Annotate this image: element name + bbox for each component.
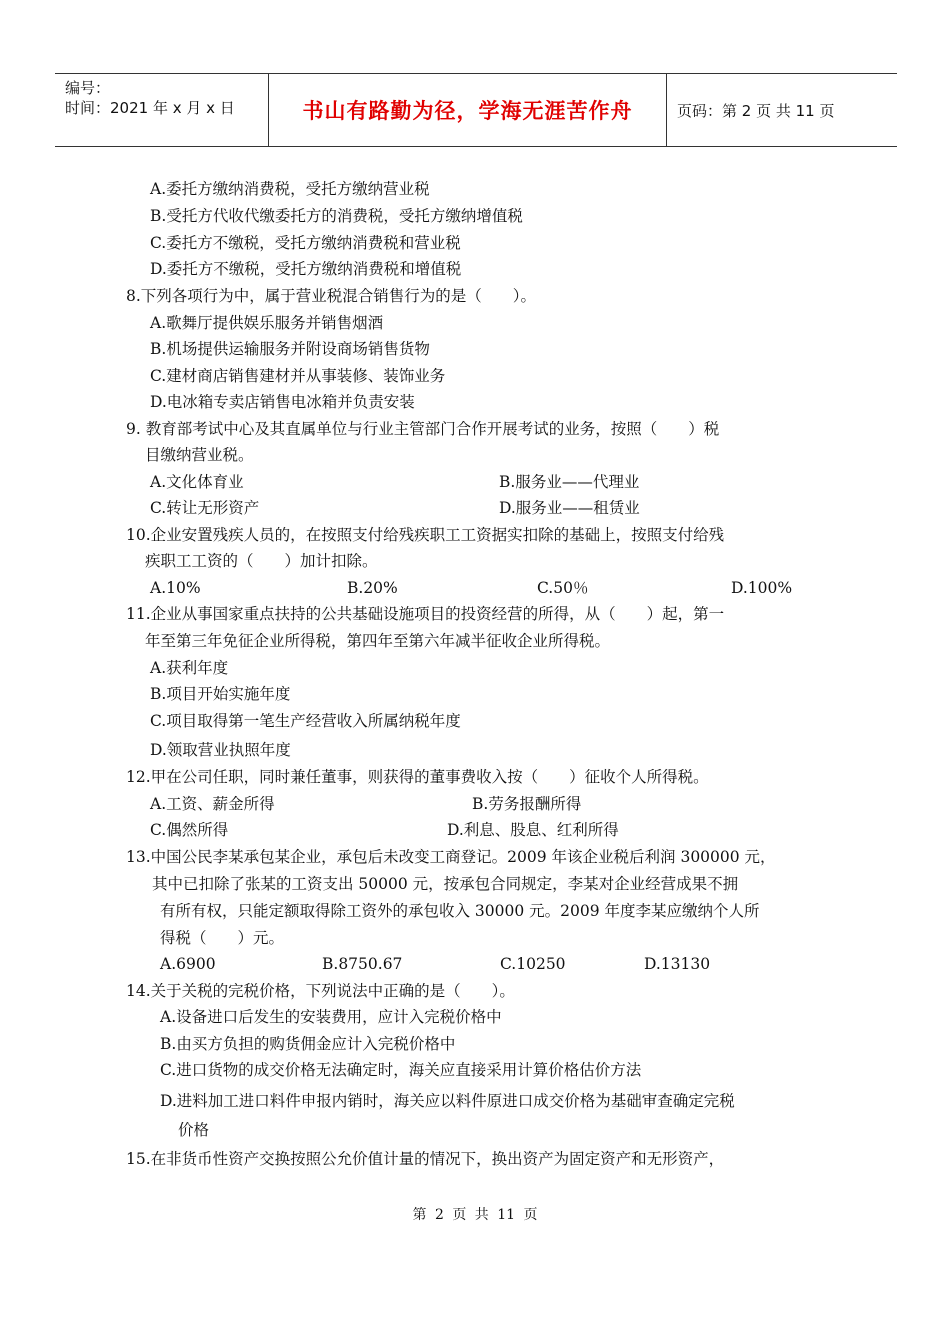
q12-option-a: A.工资、薪金所得: [150, 795, 275, 813]
q13-stem-line4: 得税（ ）元。: [160, 929, 285, 947]
q10-stem-line2: 疾职工工资的（ ）加计扣除。: [145, 552, 378, 570]
q14-option-d: D.进料加工进口料件申报内销时，海关应以料件原进口成交价格为基础审查确定完税: [160, 1092, 735, 1110]
q14-option-b: B.由买方负担的购货佣金应计入完税价格中: [160, 1035, 456, 1053]
footer-ye: 页: [523, 1207, 538, 1223]
header-meta: [65, 78, 235, 118]
footer-ye: 页: [452, 1207, 467, 1223]
q13-stem-line3: 有所有权，只能定额取得除工资外的承包收入 30000 元。2009 年度李某应缴纳个人所: [160, 902, 760, 920]
q9-option-c: C.转让无形资产: [150, 499, 260, 517]
document-number-label: 编号：: [65, 79, 111, 97]
q13-option-b: B.8750.67: [322, 955, 403, 973]
q10-option-c: C.50％: [537, 579, 589, 597]
footer-total-pages: 11: [497, 1207, 516, 1223]
q11-stem-line2: 年至第三年免征企业所得税，第四年至第六年减半征收企业所得税。: [145, 632, 611, 650]
header-page-label: 页码：第 2 页 共 11 页: [677, 101, 835, 120]
footer-page-number: 2: [434, 1207, 444, 1223]
page-header: [55, 73, 897, 147]
footer-di: 第: [412, 1207, 427, 1223]
q14-option-c: C.进口货物的成交价格无法确定时，海关应直接采用计算价格估价方法: [160, 1061, 642, 1079]
q11-option-d: D.领取营业执照年度: [150, 741, 291, 759]
page-footer: [0, 1204, 950, 1224]
q13-option-a: A.6900: [160, 955, 216, 973]
document-time-label: 时间：2021 年 x 月 x 日: [65, 99, 235, 117]
q14-option-a: A.设备进口后发生的安装费用，应计入完税价格中: [160, 1008, 502, 1026]
q10-stem-line1: 10.企业安置残疾人员的，在按照支付给残疾职工工资据实扣除的基础上，按照支付给残: [126, 526, 725, 544]
header-motto: 书山有路勤为径，学海无涯苦作舟: [302, 99, 633, 123]
q13-option-c: C.10250: [500, 955, 566, 973]
q8-option-b: B.机场提供运输服务并附设商场销售货物: [150, 340, 430, 358]
q10-option-a: A.10%: [150, 579, 201, 597]
q14-option-d-continued: 价格: [178, 1121, 210, 1139]
q15-stem: 15.在非货币性资产交换按照公允价值计量的情况下，换出资产为固定资产和无形资产，: [126, 1150, 725, 1168]
q10-option-d: D.100%: [731, 579, 793, 597]
q13-option-d: D.13130: [644, 955, 711, 973]
q12-option-b: B.劳务报酬所得: [472, 795, 582, 813]
q12-option-c: C.偶然所得: [150, 821, 229, 839]
q7-option-d: D.委托方不缴税，受托方缴纳消费税和增值税: [150, 260, 462, 278]
q11-option-a: A.获利年度: [150, 659, 229, 677]
q13-stem-line1: 13.中国公民李某承包某企业，承包后未改变工商登记。2009 年该企业税后利润 300000 元，: [126, 848, 776, 866]
q8-option-c: C.建材商店销售建材并从事装修、装饰业务: [150, 367, 446, 385]
q7-option-c: C.委托方不缴税，受托方缴纳消费税和营业税: [150, 234, 461, 252]
q9-option-a: A.文化体育业: [150, 473, 244, 491]
q9-stem-line2: 目缴纳营业税。: [145, 446, 254, 464]
q11-stem-line1: 11.企业从事国家重点扶持的公共基础设施项目的投资经营的所得，从（ ）起，第一: [126, 605, 725, 623]
q8-option-a: A.歌舞厅提供娱乐服务并销售烟酒: [150, 314, 384, 332]
q9-stem-line1: 9. 教育部考试中心及其直属单位与行业主管部门合作开展考试的业务，按照（ ）税: [126, 420, 720, 438]
q14-stem: 14.关于关税的完税价格，下列说法中正确的是（ ）。: [126, 982, 515, 1000]
q9-option-d: D.服务业——租赁业: [499, 499, 640, 517]
footer-gong: 共: [474, 1207, 489, 1223]
q8-option-d: D.电冰箱专卖店销售电冰箱并负责安装: [150, 393, 415, 411]
q13-stem-line2: 其中已扣除了张某的工资支出 50000 元，按承包合同规定，李某对企业经营成果不拥: [152, 875, 739, 893]
q11-option-b: B.项目开始实施年度: [150, 685, 291, 703]
q7-option-b: B.受托方代收代缴委托方的消费税，受托方缴纳增值税: [150, 207, 523, 225]
q7-option-a: A.委托方缴纳消费税，受托方缴纳营业税: [150, 180, 430, 198]
q12-stem: 12.甲在公司任职，同时兼任董事，则获得的董事费收入按（ ）征收个人所得税。: [126, 768, 709, 786]
q12-option-d: D.利息、股息、红利所得: [447, 821, 619, 839]
q9-option-b: B.服务业——代理业: [499, 473, 640, 491]
q11-option-c: C.项目取得第一笔生产经营收入所属纳税年度: [150, 712, 461, 730]
q10-option-b: B.20%: [347, 579, 398, 597]
q8-stem: 8.下列各项行为中，属于营业税混合销售行为的是（ ）。: [126, 287, 537, 305]
header-divider: [666, 74, 667, 146]
